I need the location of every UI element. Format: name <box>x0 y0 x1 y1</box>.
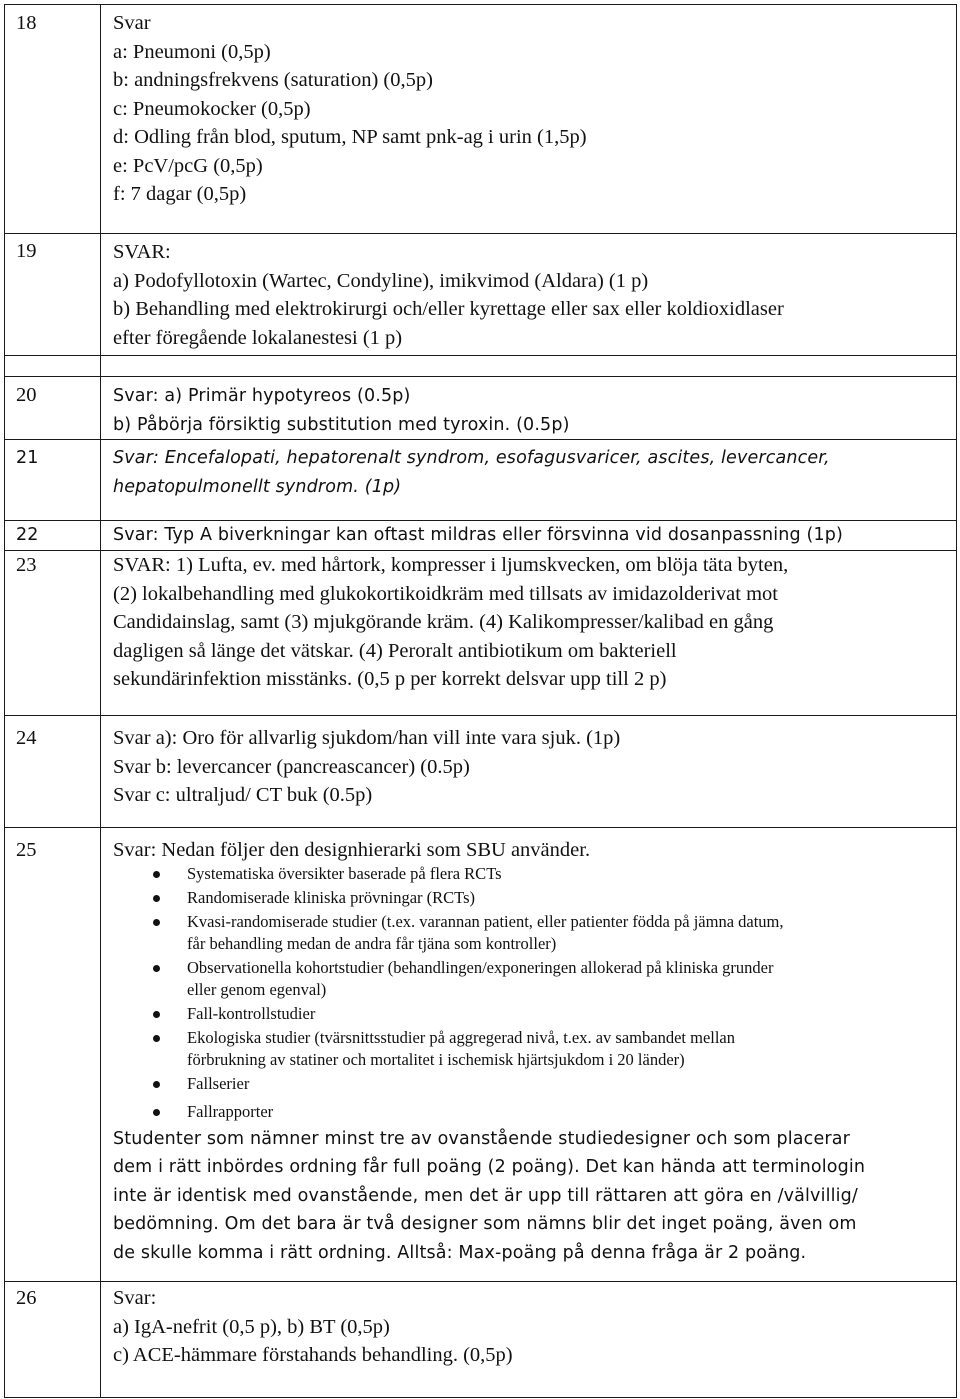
question-number-cell <box>5 551 101 716</box>
list-item <box>113 1073 956 1095</box>
list-item-text: får behandling medan de andra får tjäna som kontroller) <box>187 933 557 953</box>
answer-cell <box>101 440 957 521</box>
study-design-list <box>113 863 956 1123</box>
list-item <box>113 1027 956 1071</box>
answer-line: (2) lokalbehandling med glukokortikoidkräm med tillsats av imidazolderivat mot <box>113 582 778 605</box>
answer-line: de skulle komma i rätt ordning. Alltså: Max-poäng på denna fråga är 2 poäng. <box>113 1242 807 1263</box>
list-item <box>113 957 956 1001</box>
answer-cell <box>101 551 957 716</box>
row-24 <box>5 716 957 828</box>
question-number: 26 <box>16 1287 37 1309</box>
question-number: 18 <box>16 12 37 34</box>
bullet-icon <box>153 871 160 878</box>
question-number: 19 <box>16 240 37 262</box>
answer-cell <box>101 5 957 234</box>
list-item-text: Ekologiska studier (tvärsnittsstudier på aggregerad nivå, t.ex. av sambandet mellan <box>187 1027 736 1047</box>
answer-table <box>4 4 957 1398</box>
answer-line: SVAR: 1) Lufta, ev. med hårtork, kompresser i ljumskvecken, om blöja täta byten, <box>113 554 789 576</box>
answer-line: sekundärinfektion misstänks. (0,5 p per korrekt delsvar upp till 2 p) <box>113 668 667 690</box>
answer-line: c: Pneumokocker (0,5p) <box>113 97 311 120</box>
answer-line: SVAR: <box>113 241 171 263</box>
row-22 <box>5 521 957 551</box>
answer-line: Svar c: ultraljud/ CT buk (0.5p) <box>113 784 373 806</box>
answer-cell <box>101 1282 957 1398</box>
row-26 <box>5 1282 957 1398</box>
answer-cell <box>101 828 957 1282</box>
question-number: 22 <box>16 525 39 545</box>
row-18 <box>5 5 957 234</box>
question-number-cell <box>5 828 101 1282</box>
list-item-text: Systematiska översikter baserade på flera RCTs <box>187 863 502 883</box>
question-number: 20 <box>16 384 37 406</box>
question-number-cell <box>5 234 101 356</box>
answer-line: Candidainslag, samt (3) mjukgörande kräm. (4) Kalikompresser/kalibad en gång <box>113 611 774 633</box>
answer-intro: Svar: Nedan följer den designhierarki som SBU använder. <box>113 839 591 861</box>
answer-cell <box>101 377 957 440</box>
answer-line: b: andningsfrekvens (saturation) (0,5p) <box>113 69 433 91</box>
answer-line: inte är identisk med ovanstående, men det är upp till rättaren att göra en /välvillig/ <box>113 1185 858 1206</box>
answer-cell <box>101 716 957 828</box>
answer-line: c) ACE-hämmare förstahands behandling. (0,5p) <box>113 1344 513 1366</box>
bullet-icon <box>153 895 160 902</box>
empty-cell <box>101 356 957 377</box>
answer-line: Svar <box>113 12 151 34</box>
question-number: 24 <box>16 727 37 749</box>
answer-cell <box>101 234 957 356</box>
answer-line: d: Odling från blod, sputum, NP samt pnk-ag i urin (1,5p) <box>113 126 587 148</box>
answer-line: dagligen så länge det vätskar. (4) Peroralt antibiotikum om bakteriell <box>113 639 677 662</box>
answer-line: f: 7 dagar (0,5p) <box>113 183 247 205</box>
bullet-icon <box>153 1035 160 1042</box>
list-item <box>113 911 956 955</box>
answer-line: Svar: <box>113 1287 157 1309</box>
bullet-icon <box>153 1011 160 1018</box>
empty-cell <box>5 356 101 377</box>
list-item <box>113 1101 956 1123</box>
answer-line: a: Pneumoni (0,5p) <box>113 40 271 63</box>
bullet-icon <box>153 965 160 972</box>
list-item <box>113 863 956 885</box>
row-23 <box>5 551 957 716</box>
answer-line: e: PcV/pcG (0,5p) <box>113 154 263 177</box>
answer-line: efter föregående lokalanestesi (1 p) <box>113 326 403 349</box>
empty-row <box>5 356 957 377</box>
answer-line: Svar b: levercancer (pancreascancer) (0.5p) <box>113 755 470 778</box>
question-number-cell <box>5 440 101 521</box>
answer-line: Svar: Typ A biverkningar kan oftast mildras eller försvinna vid dosanpassning (1p) <box>113 525 843 545</box>
answer-cell <box>101 521 957 551</box>
answer-line: a) IgA-nefrit (0,5 p), b) BT (0,5p) <box>113 1315 390 1338</box>
question-number-cell <box>5 5 101 234</box>
list-item-text: Fallrapporter <box>187 1101 274 1121</box>
bullet-icon <box>153 1109 160 1116</box>
row-25 <box>5 828 957 1282</box>
answer-line: hepatopulmonellt syndrom. (1p) <box>113 476 402 497</box>
list-item-text: Fall-kontrollstudier <box>187 1003 316 1023</box>
answer-line: b) Behandling med elektrokirurgi och/eller kyrettage eller sax eller koldioxidlaser <box>113 298 784 320</box>
question-number: 25 <box>16 839 37 861</box>
question-number: 23 <box>16 554 37 576</box>
question-number-cell <box>5 377 101 440</box>
answer-line: Svar: Encefalopati, hepatorenalt syndrom, esofagusvaricer, ascites, levercancer, <box>113 448 830 468</box>
question-number-cell <box>5 1282 101 1398</box>
answer-line: Svar: a) Primär hypotyreos (0.5p) <box>113 386 411 406</box>
answer-line: a) Podofyllotoxin (Wartec, Condyline), imikvimod (Aldara) (1 p) <box>113 269 649 292</box>
question-number: 21 <box>16 448 39 468</box>
list-item <box>113 887 956 909</box>
list-item-text: Observationella kohortstudier (behandlingen/exponeringen allokerad på kliniska grunder <box>187 957 774 977</box>
bullet-icon <box>153 1081 160 1088</box>
list-item-text: förbrukning av statiner och mortalitet i ischemisk hjärtsjukdom i 20 länder) <box>187 1049 685 1069</box>
question-number-cell <box>5 716 101 828</box>
list-item-text: Fallserier <box>187 1073 250 1093</box>
answer-line: Studenter som nämner minst tre av ovanstående studiedesigner och som placerar <box>113 1128 850 1149</box>
list-item-text: eller genom egenval) <box>187 979 327 999</box>
row-20 <box>5 377 957 440</box>
row-19 <box>5 234 957 356</box>
list-item-text: Kvasi-randomiserade studier (t.ex. varannan patient, eller patienter födda på jämna datum, <box>187 911 784 931</box>
answer-line: b) Påbörja försiktig substitution med tyroxin. (0.5p) <box>113 414 570 435</box>
list-item-text: Randomiserade kliniska prövningar (RCTs) <box>187 887 476 907</box>
bullet-icon <box>153 919 160 926</box>
answer-line: dem i rätt inbördes ordning får full poäng (2 poäng). Det kan hända att terminologin <box>113 1157 866 1177</box>
answer-line: Svar a): Oro för allvarlig sjukdom/han vill inte vara sjuk. (1p) <box>113 727 621 749</box>
answer-line: bedömning. Om det bara är två designer som nämns blir det inget poäng, även om <box>113 1214 857 1234</box>
question-number-cell <box>5 521 101 551</box>
list-item <box>113 1003 956 1025</box>
row-21 <box>5 440 957 521</box>
